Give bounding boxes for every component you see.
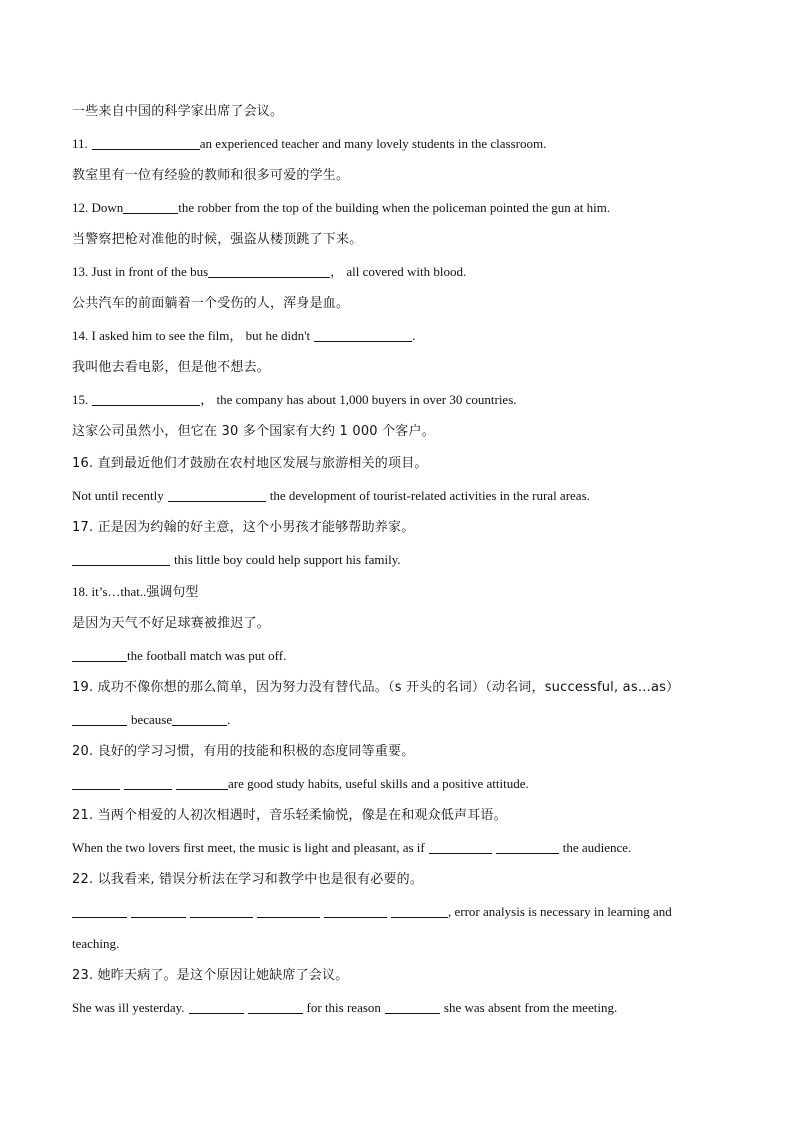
answer-blank[interactable] [176, 775, 228, 790]
answer-blank[interactable] [391, 903, 448, 918]
answer-blank[interactable] [324, 903, 387, 918]
question-12: 12. Down the robber from the top of the building when the policeman pointed the gun at him. [72, 200, 611, 215]
answer-blank[interactable] [208, 263, 330, 278]
question-23: 23. 她昨天病了。是这个原因让她缺席了会议。 [72, 968, 349, 983]
question-21: 21. 当两个相爱的人初次相遇时，音乐轻柔愉悦，像是在和观众低声耳语。 [72, 808, 507, 823]
answer-blank[interactable] [314, 327, 412, 342]
question-22: 22. 以我看来, 错误分析法在学习和教学中也是很有必要的。 [72, 872, 424, 887]
answer-blank[interactable] [124, 775, 172, 790]
answer-blank[interactable] [385, 999, 440, 1014]
question-19-english: because . [72, 704, 722, 736]
answer-blank[interactable] [172, 711, 227, 726]
question-18-english: the football match was put off. [72, 640, 722, 672]
answer-blank[interactable] [72, 903, 127, 918]
question-14: 14. I asked him to see the film， but he didn't . [72, 328, 416, 343]
answer-blank[interactable] [257, 903, 320, 918]
answer-blank[interactable] [429, 839, 492, 854]
question-22-english: , error analysis is necessary in learning and [72, 896, 722, 928]
question-14-translation: 我叫他去看电影，但是他不想去。 [72, 360, 271, 375]
question-11-translation: 教室里有一位有经验的教师和很多可爱的学生。 [72, 168, 350, 183]
question-17-english: this little boy could help support his family. [72, 544, 722, 576]
answer-blank[interactable] [92, 391, 200, 406]
answer-blank[interactable] [189, 999, 244, 1014]
question-11: 11. an experienced teacher and many lovely students in the classroom. [72, 136, 547, 151]
question-16: 16. 直到最近他们才鼓励在农村地区发展与旅游相关的项目。 [72, 456, 428, 471]
answer-blank[interactable] [248, 999, 303, 1014]
answer-blank[interactable] [72, 647, 127, 662]
question-13-translation: 公共汽车的前面躺着一个受伤的人，浑身是血。 [72, 296, 350, 311]
question-16-english: Not until recently the development of tourist-related activities in the rural areas. [72, 488, 590, 503]
answer-blank[interactable] [496, 839, 559, 854]
answer-blank[interactable] [72, 711, 127, 726]
question-21-english: When the two lovers first meet, the music is light and pleasant, as if the audience. [72, 840, 632, 855]
question-15: 15. ， the company has about 1,000 buyers in over 30 countries. [72, 392, 517, 407]
answer-blank[interactable] [168, 487, 266, 502]
question-18: 18. it’s…that..强调句型 [72, 584, 199, 599]
question-23-english: She was ill yesterday. for this reason she was absent from the meeting. [72, 1000, 618, 1015]
answer-blank[interactable] [190, 903, 253, 918]
question-20: 20. 良好的学习习惯，有用的技能和积极的态度同等重要。 [72, 744, 415, 759]
question-19: 19. 成功不像你想的那么简单，因为努力没有替代品。（s 开头的名词）（动名词，successful, as…as） [72, 680, 680, 695]
answer-blank[interactable] [72, 551, 170, 566]
question-22-english-cont: teaching. [72, 936, 120, 951]
question-20-english: are good study habits, useful skills and a positive attitude. [72, 768, 722, 800]
question-18-translation: 是因为天气不好足球赛被推迟了。 [72, 616, 271, 631]
answer-blank[interactable] [131, 903, 186, 918]
question-13: 13. Just in front of the bus ， all covered with blood. [72, 264, 467, 279]
exercise-page [72, 96, 722, 1024]
question-15-translation: 这家公司虽然小，但它在 30 多个国家有大约 1 000 个客户。 [72, 424, 435, 439]
question-12-translation: 当警察把枪对准他的时候，强盗从楼顶跳了下来。 [72, 232, 363, 247]
answer-blank[interactable] [123, 199, 178, 214]
answer-blank[interactable] [92, 135, 200, 150]
question-17: 17. 正是因为约翰的好主意，这个小男孩才能够帮助养家。 [72, 520, 415, 535]
answer-blank[interactable] [72, 775, 120, 790]
prev-translation: 一些来自中国的科学家出席了会议。 [72, 104, 284, 119]
